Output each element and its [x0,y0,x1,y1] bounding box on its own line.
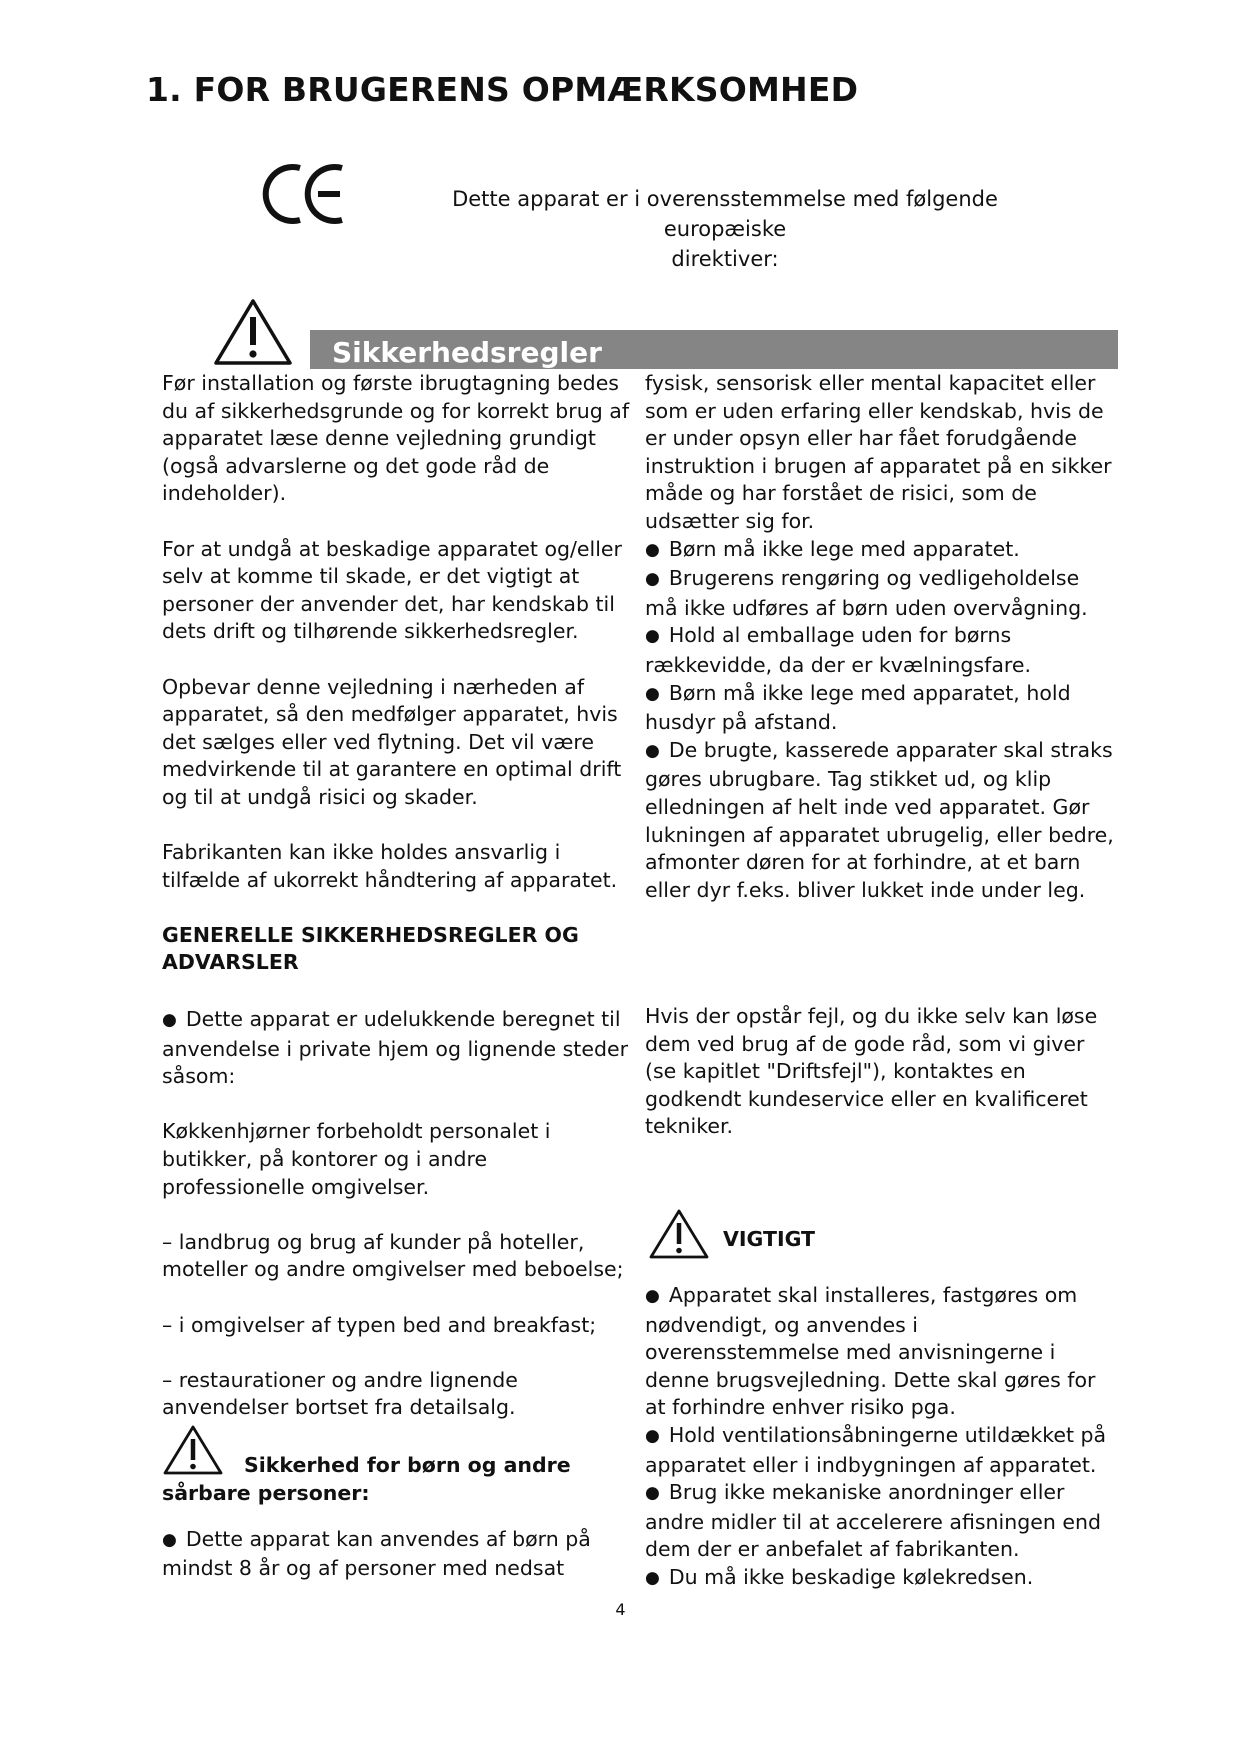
bnb-paragraph: – i omgivelser af typen bed and breakfast; [162,1312,597,1337]
ce-mark-icon [262,162,348,226]
bullet-item: ● Hold al emballage uden for børns rækkevidde, da der er kvælningsfare. [645,622,1115,679]
right-column-top [645,370,1115,904]
ce-line-1: Dette apparat er i overensstemmelse med følgende europæiske [452,187,998,241]
damage-paragraph: For at undgå at beskadige apparatet og/eller selv at komme til skade, er det vigtigt at personer der anvender det, har kendskab til dets drift og tilhørende sikkerhedsregler. [162,536,622,644]
left-column-bottom [162,1006,630,1583]
capacity-paragraph: fysisk, sensorisk eller mental kapacitet eller som er uden erfaring eller kendskab, hvis de er under opsyn eller har fået forudgående instruktion i brugen af apparatet på en sikker måde og har forstået de risici, som de udsætter sig for. [645,371,1112,533]
warning-triangle-icon [648,1208,710,1260]
bullet-item: ● Dette apparat kan anvendes af børn på mindst 8 år og af personer med nedsat [162,1526,630,1583]
farm-paragraph: – landbrug og brug af kunder på hoteller, moteller og andre omgivelser med beboelse; [162,1229,624,1282]
bullet-item: ● Du må ikke beskadige kølekredsen. [645,1564,1115,1594]
bullet-item: ● Brugerens rengøring og vedligeholdelse må ikke udføres af børn uden overvågning. [645,565,1115,622]
right-column-bottom [645,1003,1115,1141]
page-title: 1. FOR BRUGERENS OPMÆRKSOMHED [146,70,859,109]
bullet-item: ● De brugte, kasserede apparater skal straks gøres ubrugbare. Tag stikket ud, og klip elledningen af helt inde ved apparatet. Gør lukningen af apparatet ubrugelig, eller bedre, afmonter døren for at forhindre, at et barn eller dyr f.eks. bliver lukket inde under leg. [645,737,1115,905]
warning-triangle-icon [212,297,294,367]
page-number: 4 [615,1600,626,1619]
important-heading: VIGTIGT [723,1227,816,1251]
restaurant-paragraph: – restaurationer og andre lignende anvendelser bortset fra detailsalg. [162,1367,518,1420]
bullet-item: ● Hold ventilationsåbningerne utildækket på apparatet eller i indbygningen af apparatet. [645,1422,1115,1479]
kitchen-paragraph: Køkkenhjørner forbeholdt personalet i butikker, på kontorer og i andre professionelle omgivelser. [162,1119,551,1199]
bullet-item: ● Børn må ikke lege med apparatet. [645,536,1115,566]
intro-paragraph: Før installation og første ibrugtagning bedes du af sikkerhedsgrunde og for korrekt brug af apparatet læse denne vejledning grundigt (også advarslerne og det gode råd de indeholder). [162,371,630,506]
bullet-item: ● Brug ikke mekaniske anordninger eller andre midler til at accelerere afisningen end dem der er anbefalet af fabrikanten. [645,1479,1115,1564]
keep-manual-paragraph: Opbevar denne vejledning i nærheden af apparatet, så den medfølger apparatet, hvis det sælges eller ved flytning. Det vil være medvirkende til at garantere en optimal drift og til at undgå risici og skader. [162,674,622,809]
liability-paragraph: Fabrikanten kan ikke holdes ansvarlig i tilfælde af ukorrekt håndtering af apparatet. [162,840,618,892]
general-rules-heading: GENERELLE SIKKERHEDSREGLER OG ADVARSLER [162,922,579,975]
ce-declaration [395,184,1055,274]
faults-paragraph: Hvis der opstår fejl, og du ikke selv kan løse dem ved brug af de gode råd, som vi giver (se kapitlet "Driftsfejl"), kontaktes en godkendt kundeservice eller en kvalificeret tekniker. [645,1004,1098,1139]
bullet-item: ● Børn må ikke lege med apparatet, hold husdyr på afstand. [645,680,1115,737]
bullet-item: ● Apparatet skal installeres, fastgøres om nødvendigt, og anvendes i overensstemmelse med anvisningerne i denne brugsvejledning. Dette skal gøres for at forhindre enhver risiko pga. [645,1282,1115,1422]
children-safety-heading: Sikkerhed for børn og andre sårbare personer: [162,1452,571,1505]
banner-label: Sikkerhedsregler [332,336,602,369]
safety-rules-banner [310,330,1118,369]
left-column-top [162,370,630,977]
important-list [645,1282,1115,1594]
children-heading-block [162,1424,630,1505]
ce-line-2: direktiver: [671,247,779,271]
bullet-item: ● Dette apparat er udelukkende beregnet til anvendelse i private hjem og lignende steder såsom: [162,1006,630,1091]
